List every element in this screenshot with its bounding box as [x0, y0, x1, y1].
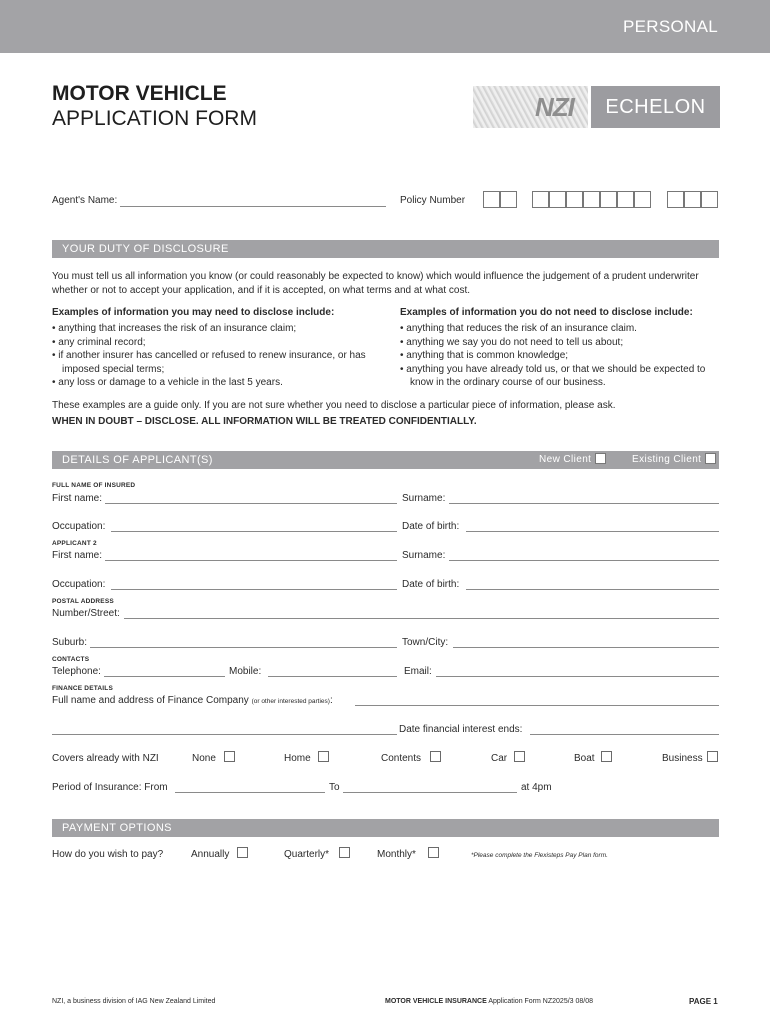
- mobile-field[interactable]: [268, 676, 397, 677]
- email-label: Email:: [404, 666, 432, 677]
- occupation-field[interactable]: [111, 531, 397, 532]
- postal-heading: POSTAL ADDRESS: [52, 598, 114, 605]
- applicant2-occupation-field[interactable]: [111, 589, 397, 590]
- applicant2-first-name-field[interactable]: [105, 560, 397, 561]
- policy-digit-box[interactable]: [500, 191, 517, 208]
- payment-option-quarterly: Quarterly*: [284, 849, 330, 860]
- policy-digit-box[interactable]: [566, 191, 583, 208]
- finance-name-label: Full name and address of Finance Company (or other interested parties):: [52, 695, 333, 706]
- annually-checkbox[interactable]: [237, 847, 248, 858]
- policy-number-label: Policy Number: [400, 195, 466, 206]
- town-city-label: Town/City:: [402, 637, 449, 648]
- no-disclose-list: [400, 322, 722, 390]
- list-item: • anything you have already told us, or that we should be expected to know in the ordinary course of our business.: [400, 363, 706, 388]
- payment-question: How do you wish to pay?: [52, 849, 164, 860]
- disclosure-intro: You must tell us all information you know (or could reasonably be expected to know) which would influence the judgement of a prudent underwriter whether or not to accept your application, and if it is accepted, on what terms and at what cost.: [52, 271, 699, 296]
- cover-car-checkbox[interactable]: [514, 751, 525, 762]
- list-item: • anything that is common knowledge;: [400, 350, 569, 361]
- finance-date-field[interactable]: [530, 734, 719, 735]
- mobile-label: Mobile:: [229, 666, 262, 677]
- applicants-heading: DETAILS OF APPLICANT(S): [62, 454, 213, 466]
- existing-client-checkbox[interactable]: [705, 453, 716, 464]
- list-item: • anything that reduces the risk of an insurance claim.: [400, 323, 637, 334]
- period-from-field[interactable]: [175, 792, 325, 793]
- dob-label: Date of birth:: [402, 521, 460, 532]
- finance-date-label: Date financial interest ends:: [399, 724, 523, 735]
- street-field[interactable]: [124, 618, 719, 619]
- telephone-label: Telephone:: [52, 666, 101, 677]
- cover-boat-checkbox[interactable]: [601, 751, 612, 762]
- policy-digit-box[interactable]: [583, 191, 600, 208]
- policy-digit-box[interactable]: [701, 191, 718, 208]
- finance-name-field[interactable]: [355, 705, 719, 706]
- first-name-field[interactable]: [105, 503, 397, 504]
- disclosure-heading: YOUR DUTY OF DISCLOSURE: [62, 243, 229, 255]
- finance-address-field[interactable]: [52, 734, 397, 735]
- new-client-checkbox[interactable]: [595, 453, 606, 464]
- list-item: • any criminal record;: [52, 336, 146, 348]
- new-client-option[interactable]: New Client: [539, 451, 606, 469]
- street-label: Number/Street:: [52, 608, 120, 619]
- page-number: PAGE 1: [689, 997, 718, 1006]
- payment-option-annually: Annually: [191, 849, 230, 860]
- footer-form-id: MOTOR VEHICLE INSURANCE Application Form NZ2025/3 08/08: [385, 998, 594, 1005]
- agent-name-field[interactable]: [120, 206, 386, 207]
- suburb-field[interactable]: [90, 647, 397, 648]
- disclosure-guide: These examples are a guide only. If you are not sure whether you need to disclose a particular piece of information, please ask.: [52, 400, 616, 411]
- policy-digit-box[interactable]: [600, 191, 617, 208]
- dob-field[interactable]: [466, 531, 719, 532]
- dob-label: Date of birth:: [402, 579, 460, 590]
- form-title: MOTOR VEHICLE: [52, 82, 227, 105]
- cover-home-checkbox[interactable]: [318, 751, 329, 762]
- cover-option-car: Car: [491, 753, 508, 764]
- policy-digit-box[interactable]: [634, 191, 651, 208]
- list-item: • anything that increases the risk of an insurance claim;: [52, 323, 297, 334]
- cover-option-contents: Contents: [381, 753, 422, 764]
- disclosure-section-header: [52, 240, 719, 258]
- payment-note: *Please complete the Flexisteps Pay Plan form.: [471, 852, 608, 859]
- applicant2-dob-field[interactable]: [466, 589, 719, 590]
- payment-option-monthly: Monthly*: [377, 849, 416, 860]
- covers-label: Covers already with NZI: [52, 753, 159, 764]
- cover-none-checkbox[interactable]: [224, 751, 235, 762]
- occupation-label: Occupation:: [52, 521, 106, 532]
- first-name-label: First name:: [52, 493, 103, 504]
- policy-digit-box[interactable]: [684, 191, 701, 208]
- period-label: Period of Insurance: From: [52, 782, 168, 793]
- period-to-label: To: [329, 782, 340, 793]
- echelon-badge: ECHELON: [591, 86, 720, 128]
- policy-digit-box[interactable]: [532, 191, 549, 208]
- contacts-heading: CONTACTS: [52, 656, 90, 663]
- disclose-list: [52, 322, 374, 390]
- surname-field[interactable]: [449, 503, 719, 504]
- surname-label: Surname:: [402, 493, 446, 504]
- applicants-section-header: [52, 451, 719, 469]
- policy-digit-box[interactable]: [617, 191, 634, 208]
- payment-heading: PAYMENT OPTIONS: [62, 822, 172, 834]
- finance-heading: FINANCE DETAILS: [52, 685, 114, 692]
- quarterly-checkbox[interactable]: [339, 847, 350, 858]
- applicant2-surname-field[interactable]: [449, 560, 719, 561]
- disclosure-warning: WHEN IN DOUBT – DISCLOSE. ALL INFORMATION WILL BE TREATED CONFIDENTIALLY.: [52, 416, 477, 427]
- footer-company: NZI, a business division of IAG New Zealand Limited: [52, 998, 216, 1005]
- list-item: • any loss or damage to a vehicle in the last 5 years.: [52, 377, 283, 388]
- town-city-field[interactable]: [453, 647, 719, 648]
- first-name-label: First name:: [52, 550, 103, 561]
- full-name-heading: FULL NAME OF INSURED: [52, 482, 136, 489]
- telephone-field[interactable]: [104, 676, 225, 677]
- policy-digit-box[interactable]: [667, 191, 684, 208]
- applicant2-heading: APPLICANT 2: [52, 540, 97, 547]
- email-field[interactable]: [436, 676, 719, 677]
- period-time-label: at 4pm: [521, 782, 552, 793]
- monthly-checkbox[interactable]: [428, 847, 439, 858]
- brand-logo: [473, 86, 720, 128]
- payment-section-header: [52, 819, 719, 837]
- cover-contents-checkbox[interactable]: [430, 751, 441, 762]
- disclose-heading: Examples of information you may need to disclose include:: [52, 307, 335, 318]
- occupation-label: Occupation:: [52, 579, 106, 590]
- policy-digit-box[interactable]: [483, 191, 500, 208]
- surname-label: Surname:: [402, 550, 446, 561]
- suburb-label: Suburb:: [52, 637, 88, 648]
- cover-business-checkbox[interactable]: [707, 751, 718, 762]
- period-to-field[interactable]: [343, 792, 517, 793]
- category-label: PERSONAL: [623, 17, 718, 36]
- header-bar: [0, 0, 770, 53]
- list-item: • anything we say you do not need to tell us about;: [400, 336, 624, 348]
- policy-digit-box[interactable]: [549, 191, 566, 208]
- cover-option-boat: Boat: [574, 753, 595, 764]
- existing-client-option[interactable]: Existing Client: [632, 451, 716, 469]
- cover-option-home: Home: [284, 753, 311, 764]
- nzi-logo-text: NZI: [535, 92, 574, 122]
- no-disclose-heading: Examples of information you do not need to disclose include:: [400, 307, 693, 318]
- agent-name-label: Agent's Name:: [52, 195, 118, 206]
- cover-option-business: Business: [662, 753, 703, 764]
- cover-option-none: None: [192, 753, 216, 764]
- list-item: • if another insurer has cancelled or refused to renew insurance, or has imposed special terms;: [52, 350, 366, 375]
- form-subtitle: APPLICATION FORM: [52, 107, 257, 130]
